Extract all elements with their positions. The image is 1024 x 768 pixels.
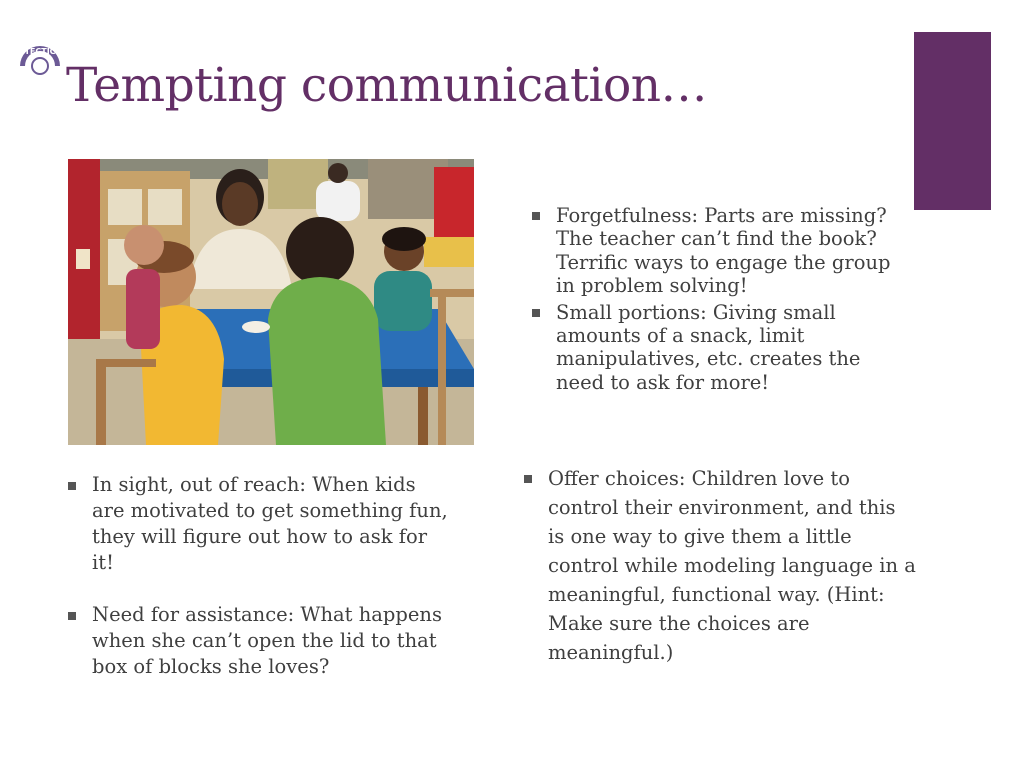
bullet-text: Offer choices: Children love to control their environment, and this is one way to give them a little control while modeling language in a meaningful, functional way. (Hint: Make sure the choices are meaningful.)	[548, 467, 916, 664]
bullet-text: In sight, out of reach: When kids are motivated to get something fun, they will figure out how to ask for it!	[92, 473, 448, 574]
list-item	[68, 472, 453, 576]
bullet-square-icon	[68, 482, 76, 490]
list-item	[524, 464, 916, 667]
logo-text: TECTIC	[24, 47, 56, 56]
list-item	[68, 602, 453, 680]
list-item	[532, 301, 892, 395]
bullet-text: Small portions: Giving small amounts of a snack, limit manipulatives, etc. creates the need to ask for more!	[556, 300, 861, 394]
tectic-logo	[16, 40, 64, 80]
left-bullet-list	[68, 472, 453, 680]
accent-bar	[914, 32, 991, 210]
bullet-square-icon	[532, 212, 540, 220]
slide-title: Tempting communication…	[66, 58, 708, 113]
classroom-photo	[68, 159, 474, 445]
list-item	[532, 204, 892, 298]
bullet-square-icon	[68, 612, 76, 620]
choices-bullet-list	[524, 464, 916, 667]
bullet-text: Forgetfulness: Parts are missing? The teacher can’t find the book? Terrific ways to engage the group in problem solving!	[556, 204, 891, 298]
right-bullet-list	[532, 204, 892, 397]
bullet-text: Need for assistance: What happens when she can’t open the lid to that box of blocks she loves?	[92, 603, 442, 678]
bullet-square-icon	[532, 309, 540, 317]
bullet-square-icon	[524, 475, 532, 483]
